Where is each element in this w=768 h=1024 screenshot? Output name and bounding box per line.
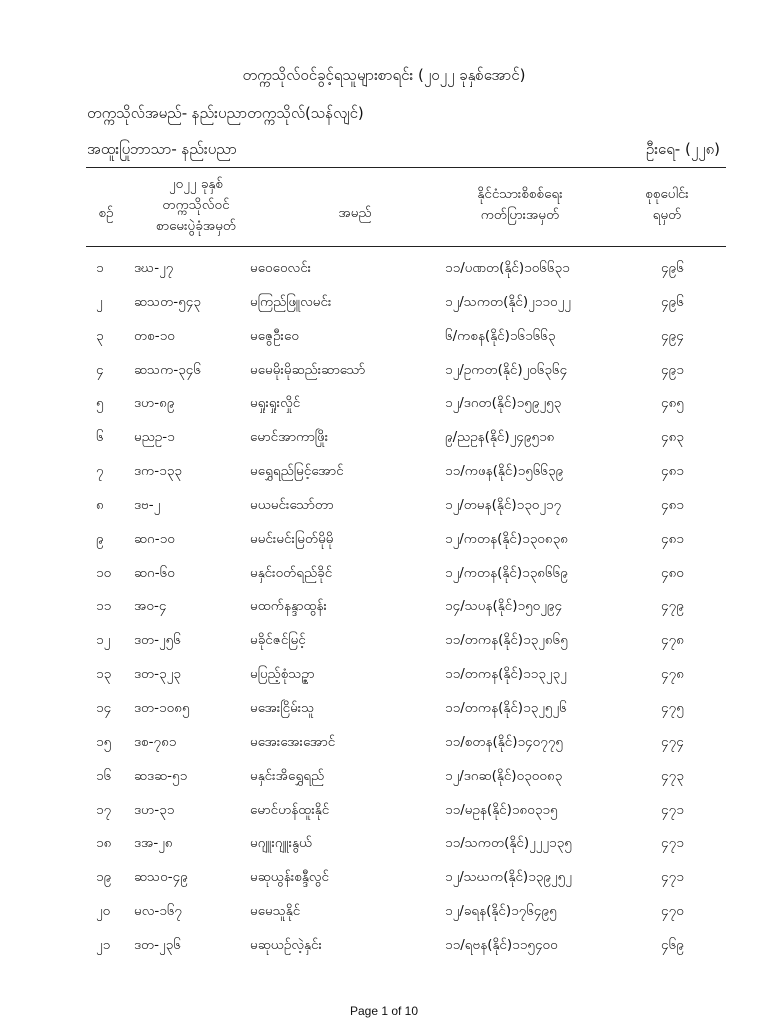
header-roll-line2: ရမှတ် (652, 207, 682, 223)
header-exam-line1: ၂၀၂၂ ခုနှစ် (169, 176, 223, 192)
total-score: ၄၉၁ (661, 361, 684, 378)
header-rule-top (86, 167, 726, 168)
row-number: ၁၉ (96, 869, 112, 886)
student-name: မဆုယွန်းစန္ဒီလွင် (250, 869, 329, 886)
total-score: ၄၈၀ (661, 564, 684, 581)
table-row (0, 354, 768, 388)
exam-roll-number: ဒဗ-၂ (134, 496, 161, 513)
student-name: မအေးအေးအောင် (250, 733, 336, 750)
table-row (0, 252, 768, 286)
table-row (0, 489, 768, 523)
nrc-number: ၁၂/သကတ(နိုင်)၂၁၁၀၂၂ (445, 293, 571, 310)
nrc-number: ၁၂/ခရန(နိုင်)၁၇၆၄၉၅ (445, 903, 557, 920)
nrc-number: ၁၂/တမန(နိုင်)၁၃၀၂၁၇ (445, 496, 562, 513)
exam-roll-number: ဒဟ-၃၁ (134, 801, 175, 818)
row-number: ၃ (96, 327, 104, 344)
student-name: မမင်းမင်းမြတ်မိုမို (250, 530, 334, 547)
student-name: မဇွေဦးဝေ (250, 327, 299, 344)
table-row (0, 387, 768, 421)
student-name: မယမင်းသော်တာ (250, 496, 334, 513)
total-score: ၄၇၃ (661, 767, 684, 784)
student-name: မဆုယဉ်လဲ့နှင်း (250, 936, 322, 953)
exam-roll-number: ဆဂ-၆၀ (134, 564, 175, 581)
header-nrc-line1: နိုင်ငံသားစိစစ်ရေး (477, 186, 563, 202)
table-row (0, 455, 768, 489)
table-body (0, 252, 768, 963)
total-score: ၄၆၉ (661, 936, 684, 953)
student-name: မရွှေရည်မြင့်အောင် (250, 463, 344, 480)
header-no-label: စဉ် (98, 205, 114, 221)
total-score: ၄၉၄ (661, 327, 684, 344)
student-name: မကြည်ဖြူလမင်း (250, 293, 332, 310)
student-name: မခိုင်ဇင်မြင့် (250, 632, 306, 649)
nrc-number: ၁၁/စတန(နိုင်)၁၄၀၇၇၅ (445, 733, 564, 750)
nrc-number: ၁၁/ရဗန(နိုင်)၁၁၅၄၀၀ (445, 936, 558, 953)
nrc-number: ၁၁/မဥန(နိုင်)၁၈၀၃၁၅ (445, 801, 558, 818)
total-score: ၄၇၈ (661, 666, 684, 683)
student-name: မမေသူနိုင် (250, 903, 301, 920)
student-name: မပြည့်စုံသဉ္ဇာ (250, 666, 315, 683)
total-score: ၄၈၁ (661, 463, 684, 480)
row-number: ၉ (96, 530, 104, 547)
university-line: တက္ကသိုလ်အမည်- နည်းပညာတက္ကသိုလ်(သန်လျင်) (87, 104, 364, 122)
exam-roll-number: ဒဃ-၂၇ (134, 260, 174, 276)
nrc-number: ၁၁/သကတ(နိုင်)၂၂၂၁၃၅ (445, 835, 572, 852)
row-number: ၄ (96, 361, 104, 378)
nrc-number: ၁၁/ကဖန(နိုင်)၁၅၆၆၃၉ (445, 463, 564, 480)
exam-roll-number: ဒတ-၃၂၃ (134, 666, 181, 683)
table-row (0, 320, 768, 354)
nrc-number: ၁၂/ကတန(နိုင်)၁၃၀၈၃၈ (445, 530, 568, 547)
exam-roll-number: ဒက-၁၃၃ (134, 463, 182, 480)
nrc-number: ၁၁/တကန(နိုင်)၁၃၂၈၆၅ (445, 632, 568, 649)
table-row (0, 726, 768, 760)
total-score: ၄၉၆ (661, 260, 684, 276)
exam-roll-number: ဒတ-၂၅၆ (134, 632, 181, 649)
nrc-number: ၁၂/ကတန(နိုင်)၁၃၈၆၆၉ (445, 564, 568, 581)
student-name: မမေမိုးမိုဆည်းဆာသော် (250, 361, 366, 378)
exam-roll-number: ဆဒဆ-၅၁ (134, 767, 188, 784)
header-name-label: အမည် (338, 205, 372, 221)
table-row (0, 286, 768, 320)
row-number: ၂၁ (96, 936, 111, 953)
row-number: ၈ (96, 496, 104, 513)
student-name: မဂျူးဂျူးနွယ် (250, 835, 313, 852)
row-number: ၁၁ (96, 598, 112, 615)
table-row (0, 658, 768, 692)
table-row (0, 827, 768, 861)
header-roll-line1: စုစုပေါင်း (645, 186, 689, 202)
header-no (88, 203, 124, 224)
nrc-number: ၁၂/ဥကတ(နိုင်)၂၀၆၃၆၄ (445, 361, 568, 378)
header-name (300, 203, 410, 224)
header-rule-bottom (86, 246, 726, 247)
exam-roll-number: ဒဟ-၈၉ (134, 395, 175, 412)
total-score: ၄၇၁ (661, 835, 684, 852)
total-score: ၄၇၉ (661, 598, 684, 615)
page-footer: Page 1 of 10 (349, 1004, 419, 1018)
header-nrc (440, 184, 600, 226)
row-number: ၅ (96, 395, 104, 412)
row-number: ၂ (96, 293, 103, 310)
row-number: ၁၇ (96, 801, 112, 818)
nrc-number: ၉/ညဥန(နိုင်)၂၄၉၅၁၈ (445, 429, 555, 446)
row-number: ၁၈ (96, 835, 112, 852)
table-row (0, 590, 768, 624)
total-score: ၄၇၁ (661, 801, 684, 818)
total-score: ၄၈၅ (661, 395, 684, 412)
exam-roll-number: ဆသ၀-၄၉ (134, 869, 188, 886)
row-number: ၁၆ (96, 767, 112, 784)
total-score: ၄၈၁ (661, 496, 684, 513)
student-name: မနှင်းဝတ်ရည်ခိုင် (250, 564, 333, 581)
exam-roll-number: အဝ-၄ (134, 598, 167, 615)
exam-roll-number: ဆသက-၃၄၆ (134, 361, 201, 378)
page-title: တက္ကသိုလ်ဝင်ခွင့်ရသူများစာရင်း (၂၀၂၂ ခုနှစ်အောင်) (242, 66, 526, 84)
student-name: မအေးငြိမ်းသူ (250, 699, 315, 716)
exam-roll-number: ဒစ-၇၈၁ (134, 733, 177, 750)
total-score: ၄၇၁ (661, 869, 684, 886)
exam-roll-number: ဆဂ-၁၀ (134, 530, 175, 547)
table-row (0, 794, 768, 828)
exam-roll-number: မညဥ-၁ (134, 429, 175, 446)
total-score: ၄၇၄ (661, 733, 684, 750)
header-exam-line3: စာမေးပွဲခုံအမှတ် (155, 218, 237, 234)
row-number: ၁၃ (96, 666, 112, 683)
nrc-number: ၁၁/ပဏတ(နိုင်)၁၀၆၆၃၁ (445, 260, 570, 276)
student-name: မရှုးရှုးလှိုင် (250, 395, 301, 412)
table-row (0, 895, 768, 929)
row-number: ၆ (96, 429, 104, 446)
exam-roll-number: ဒတ-၂၃၆ (134, 936, 181, 953)
nrc-number: ၁၂/ဒဂတ(နိုင်)၁၅၉၂၅၃ (445, 395, 562, 412)
total-score: ၄၉၆ (661, 293, 684, 310)
total-score: ၄၈၁ (661, 530, 684, 547)
table-row (0, 421, 768, 455)
exam-roll-number: မလ-၁၆၇ (134, 903, 183, 920)
header-exam (134, 174, 258, 237)
student-name: မောင်အာကာဖြိုး (250, 429, 329, 446)
nrc-number: ၆/ကစန(နိုင်)၁၆၁၆၆၃ (445, 327, 556, 344)
nrc-number: ၁၄/သပန(နိုင်)၁၅၀၂၉၄ (445, 598, 563, 615)
student-name: မောင်ဟန်ထူးနိုင် (250, 801, 330, 818)
table-row (0, 557, 768, 591)
header-roll (622, 184, 712, 226)
header-exam-line2: တက္ကသိုလ်ဝင် (162, 197, 230, 213)
exam-roll-number: ဆသတ-၅၄၃ (134, 293, 201, 310)
row-number: ၁၄ (96, 699, 112, 716)
table-row (0, 861, 768, 895)
table-row (0, 523, 768, 557)
row-number: ၁ (96, 260, 104, 276)
exam-roll-number: ဒတ-၁၀၈၅ (134, 699, 190, 716)
table-row (0, 624, 768, 658)
nrc-number: ၁၂/သဃက(နိုင်)၁၃၉၂၅၂ (445, 869, 572, 886)
total-score: ၄၇၀ (661, 903, 684, 920)
nrc-number: ၁၁/တကန(နိုင်)၁၁၃၂၃၂ (445, 666, 567, 683)
total-score: ၄၇၅ (661, 699, 684, 716)
row-number: ၇ (96, 463, 104, 480)
exam-roll-number: တစ-၁၀ (134, 327, 175, 344)
nrc-number: ၁၁/တကန(နိုင်)၁၃၂၅၂၆ (445, 699, 567, 716)
table-row (0, 692, 768, 726)
table-row (0, 760, 768, 794)
total-score: ၄၈၃ (661, 429, 684, 446)
header-nrc-line2: ကတ်ပြားအမှတ် (480, 207, 560, 223)
student-name: မဝေဝေလင်း (250, 260, 312, 276)
nrc-number: ၁၂/ဒဂဆ(နိုင်)၀၃၀၀၈၃ (445, 767, 563, 784)
total-score: ၄၇၈ (661, 632, 684, 649)
score-line: ဦးရေ- (၂၂၈) (645, 140, 720, 158)
student-name: မထက်နန္ဒာထွန်း (250, 598, 327, 615)
row-number: ၁၅ (96, 733, 112, 750)
student-name: မနှင်းအိရွှေရည် (250, 767, 325, 784)
table-row (0, 929, 768, 963)
row-number: ၂၀ (96, 903, 111, 920)
row-number: ၁၂ (96, 632, 111, 649)
subject-line: အထူးပြုဘာသာ- နည်းပညာ (87, 140, 237, 158)
row-number: ၁၀ (96, 564, 112, 581)
exam-roll-number: ဒအ-၂၈ (134, 835, 173, 852)
